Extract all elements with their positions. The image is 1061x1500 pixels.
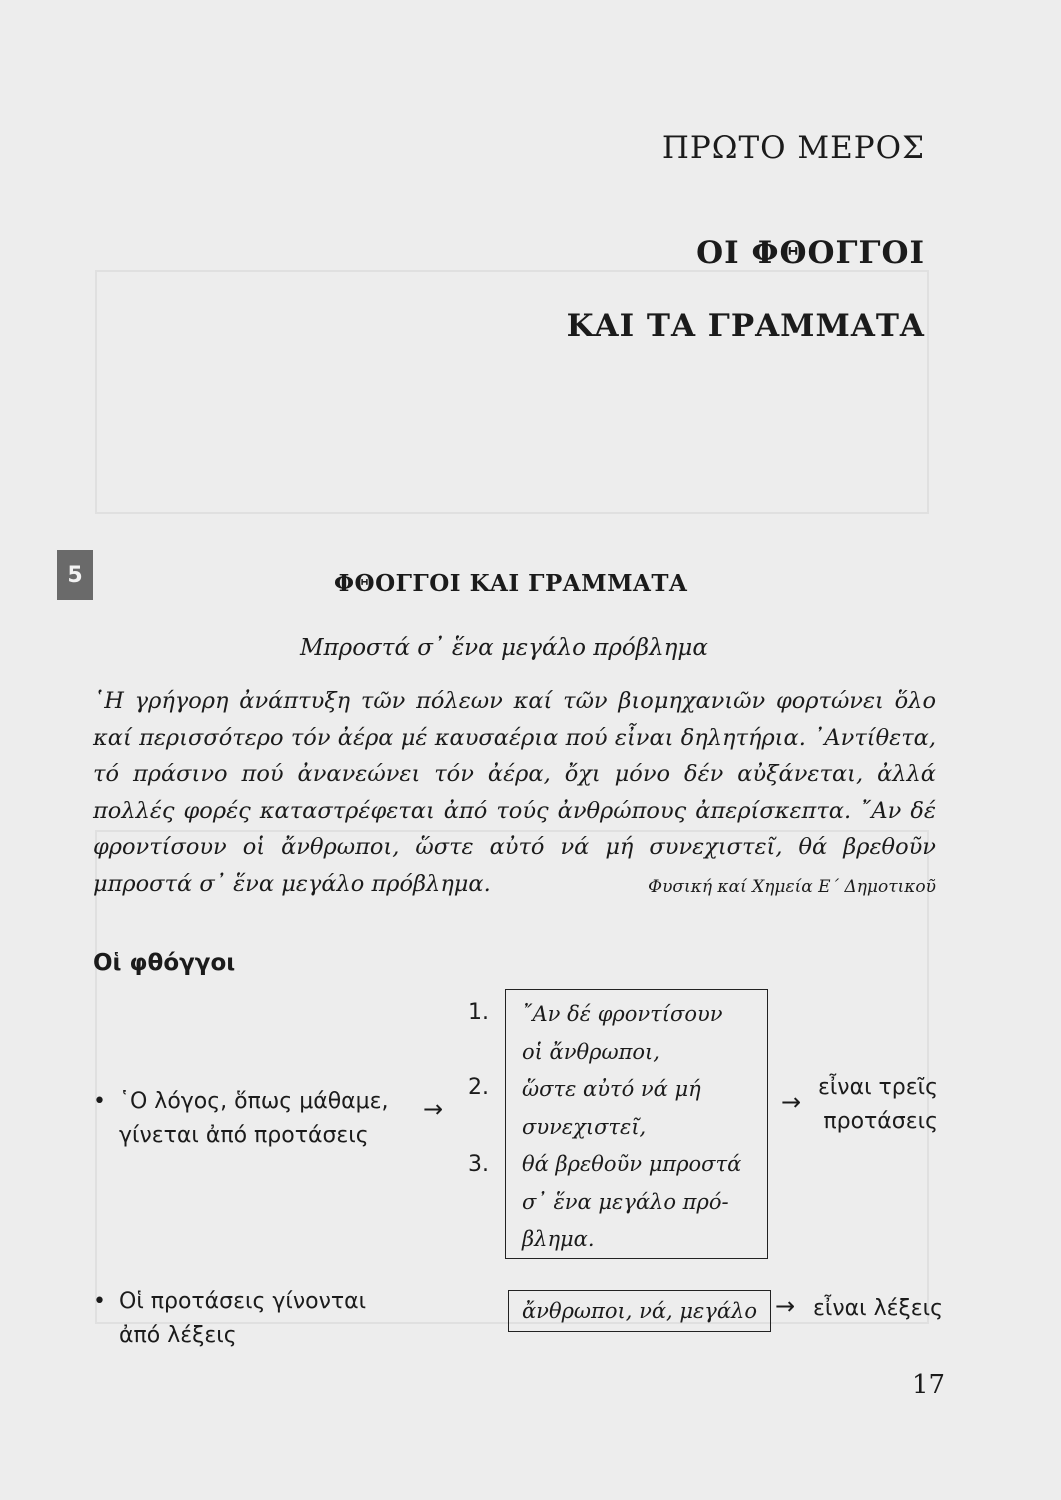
chapter-title-line2: ΚΑΙ ΤΑ ΓΡΑΜΜΑΤΑ (566, 308, 925, 344)
arrow-right-icon: → (775, 1292, 796, 1320)
sentence-number: 1. (468, 1000, 489, 1025)
bullet-line: Οἱ προτάσεις γίνονται (119, 1289, 367, 1314)
lesson-number-badge: 5 (57, 550, 93, 600)
bullet-speech-sentences (93, 1085, 389, 1153)
page-number: 17 (912, 1370, 946, 1400)
chapter-title-line1: ΟΙ ΦΘΟΓΓΟΙ (696, 235, 925, 271)
words-example-box: ἄνθρωποι, νά, μεγάλο (508, 1290, 771, 1332)
arrow-right-icon: → (423, 1095, 444, 1123)
sentence-number: 2. (468, 1075, 489, 1100)
bullet-line: ῾Ο λόγος, ὅπως μάθαμε, (119, 1089, 389, 1114)
sentence-line: ῎Αν δέ φροντίσουν (522, 1002, 723, 1026)
bullet-dot: • (93, 1289, 106, 1314)
sentence-line: ὥστε αὐτό νά μή (522, 1077, 701, 1101)
part-title: ΠΡΩΤΟ ΜΕΡΟΣ (661, 130, 925, 166)
reading-subtitle: Μπροστά σ᾿ ἕνα μεγάλο πρόβλημα (300, 635, 708, 661)
bullet-line: ἀπό λέξεις (119, 1323, 237, 1348)
arrow-right-icon: → (781, 1088, 802, 1116)
sentence-line: βλημα. (522, 1227, 595, 1251)
result-line: προτάσεις (823, 1109, 938, 1134)
result-words: εἶναι λέξεις (813, 1296, 943, 1321)
bullet-sentences-words (93, 1285, 366, 1353)
sentence-line: οἱ ἄνθρωποι, (522, 1039, 660, 1064)
reading-passage: ῾Η γρήγορη ἀνάπτυξη τῶν πόλεων καί τῶν βιομηχανιῶν φορτώνει ὅλο καί περισσότερο τόν ἀέρα μέ καυσαέρια πού εἶναι δηλητήρια. ᾿Αντίθετα, τό πράσινο πού ἀνανεώνει τόν ἀέρα, ὄχι μόνο δέν αὐξάνεται, ἀλλά πολλές φορές καταστρέφεται ἀπό τούς ἀνθρώπους ἀπερίσκεπτα. ῎Αν δέ φροντίσουν οἱ ἄνθρωποι, ὥστε αὐτό νά μή συνεχιστεῖ, θά βρεθοῦν μπροστά σ᾿ ἕνα μεγάλο πρόβλημα. (93, 688, 936, 897)
sentences-box (505, 989, 768, 1259)
sentence-number: 3. (468, 1152, 489, 1177)
result-three-sentences (812, 1071, 938, 1139)
bullet-dot: • (93, 1089, 106, 1114)
sentence-line: σ᾿ ἕνα μεγάλο πρό- (522, 1189, 729, 1214)
result-line: εἶναι τρεῖς (817, 1075, 938, 1100)
sentence-line: συνεχιστεῖ, (522, 1114, 647, 1139)
bullet-line: γίνεται ἀπό προτάσεις (119, 1123, 369, 1148)
sentence-line: θά βρεθοῦν μπροστά (522, 1152, 742, 1176)
sounds-heading: Οἱ φθόγγοι (93, 950, 236, 976)
lesson-title: ΦΘΟΓΓΟΙ ΚΑΙ ΓΡΑΜΜΑΤΑ (334, 570, 688, 597)
reading-source: Φυσική καί Χημεία Ε΄ Δημοτικοῦ (648, 877, 936, 897)
bleed-through-table (95, 270, 929, 514)
